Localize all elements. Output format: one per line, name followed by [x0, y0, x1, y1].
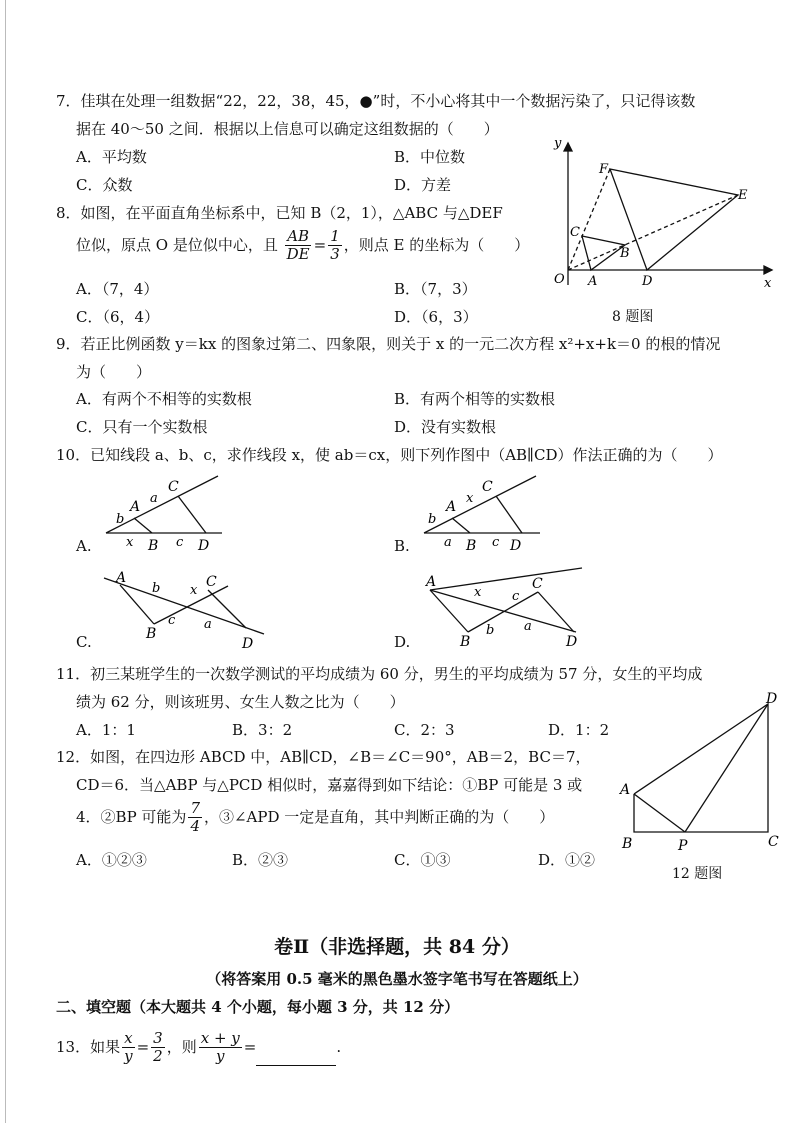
q12-label-b: B: [622, 836, 633, 852]
q8-fraction-ab-de: $\frac{AB}{DE}$: [286, 227, 310, 264]
q8-label-x: x: [764, 276, 772, 291]
q10a-label-D: D: [198, 538, 210, 554]
q10b-label-c: c: [492, 535, 500, 550]
q7-line2: 据在 40～50 之间．根据以上信息可以确定这组数据的（ ）: [76, 120, 499, 138]
q10d-label-b: b: [486, 623, 495, 638]
q10b-label-C: C: [482, 479, 493, 495]
q10c-label-x: x: [190, 583, 198, 598]
q10d-label-a: a: [524, 619, 532, 634]
q10a-label-A: A: [130, 499, 141, 515]
q8-label-c: C: [570, 225, 580, 240]
q11-option-d[interactable]: D．1：2: [548, 721, 610, 739]
q10d-label-D: D: [566, 634, 578, 650]
q13-fraction-x-plus-y-over-y: $\frac{x + y}{y}$: [200, 1029, 240, 1066]
q9-line2: 为（ ）: [76, 363, 152, 381]
q8-figure: [540, 135, 780, 295]
q7-option-b[interactable]: B．中位数: [394, 148, 466, 166]
q8-label-o: O: [554, 272, 565, 287]
q10a-label-x: x: [126, 535, 134, 550]
q12-fraction-seven-fourths: $\frac{7}{4}$: [190, 799, 200, 836]
q9-option-a[interactable]: A．有两个不相等的实数根: [76, 390, 252, 408]
q12-figure-caption: 12 题图: [672, 866, 723, 882]
q10d-label-A: A: [426, 574, 437, 590]
q8-option-a[interactable]: A．（7，4）: [76, 280, 159, 298]
section-fill-in-heading: 二、填空题（本大题共 4 个小题，每小题 3 分，共 12 分）: [56, 998, 460, 1016]
q10-figure-a: [96, 466, 236, 556]
q8-line2: 位似，原点 O 是位似中心，且 $\frac{AB}{DE}$ = $\frac{1}{3}$ ，则点 E 的坐标为（ ）: [76, 227, 530, 264]
q8-fraction-one-third: $\frac{1}{3}$: [330, 227, 340, 264]
q10-figure-c: [96, 566, 276, 652]
q13-answer-blank[interactable]: [256, 1051, 336, 1066]
q8-option-d[interactable]: D．（6，3）: [394, 308, 478, 326]
q9-option-d[interactable]: D．没有实数根: [394, 418, 497, 436]
q13-line: 13．如果 $\frac{x}{y}$ = $\frac{3}{2}$ ，则 $\frac{x + y}{y}$ = .: [56, 1029, 342, 1066]
q10a-label-C: C: [168, 479, 179, 495]
q10d-label-x: x: [474, 585, 482, 600]
q8-label-f: F: [599, 162, 609, 177]
q10b-label-D: D: [510, 538, 522, 554]
q8-label-b: B: [620, 246, 630, 261]
q8-label-a: A: [588, 274, 598, 289]
q13-fraction-x-over-y: $\frac{x}{y}$: [124, 1029, 133, 1066]
q11-line2: 绩为 62 分，则该班男、女生人数之比为（ ）: [76, 693, 405, 711]
part2-subtitle: （将答案用 0.5 毫米的黑色墨水签字笔书写在答题纸上）: [206, 970, 588, 988]
q10a-label-B: B: [148, 538, 159, 554]
q11-option-c[interactable]: C．2：3: [394, 721, 455, 739]
q10-line1: 10．已知线段 a、b、c，求作线段 x，使 ab＝cx，则下列作图中（AB∥CD）作法正确的为（ ）: [56, 446, 723, 464]
q9-option-b[interactable]: B．有两个相等的实数根: [394, 390, 556, 408]
q10a-label-a: a: [150, 491, 158, 506]
q10-option-a[interactable]: A.: [76, 537, 92, 555]
q10d-label-C: C: [532, 576, 543, 592]
q11-option-a[interactable]: A．1：1: [76, 721, 136, 739]
q12-option-c[interactable]: C．①③: [394, 851, 451, 869]
q11-option-b[interactable]: B．3：2: [232, 721, 293, 739]
q10d-label-c: c: [512, 589, 520, 604]
q10c-label-C: C: [206, 574, 217, 590]
q12-line2: CD＝6．当△ABP 与△PCD 相似时，嘉嘉得到如下结论：①BP 可能是 3 或: [76, 776, 583, 794]
q10a-label-c: c: [176, 535, 184, 550]
q10b-label-b: b: [428, 512, 437, 527]
q7-option-a[interactable]: A．平均数: [76, 148, 147, 166]
q8-label-d: D: [642, 274, 653, 289]
q7-option-d[interactable]: D．方差: [394, 176, 452, 194]
q12-line1: 12．如图，在四边形 ABCD 中，AB∥CD，∠B＝∠C＝90°，AB＝2，BC＝7，: [56, 748, 591, 766]
q10c-label-c: c: [168, 613, 176, 628]
q10c-label-D: D: [242, 636, 254, 652]
q7-line1: 7．佳琪在处理一组数据“22，22，38，45，●”时，不小心将其中一个数据污染了，只记得该数: [56, 92, 696, 110]
q10-option-c[interactable]: C.: [76, 633, 92, 651]
q10c-label-a: a: [204, 617, 212, 632]
q12-line3: 4．②BP 可能为 $\frac{7}{4}$ ，③∠APD 一定是直角，其中判断正确的为（ ）: [76, 799, 555, 836]
q9-option-c[interactable]: C．只有一个实数根: [76, 418, 208, 436]
q10c-label-B: B: [146, 626, 157, 642]
q12-option-d[interactable]: D．①②: [538, 851, 596, 869]
q10b-label-a: a: [444, 535, 452, 550]
q12-option-b[interactable]: B．②③: [232, 851, 289, 869]
q10c-label-A: A: [116, 570, 127, 586]
q10b-label-A: A: [446, 499, 457, 515]
q8-option-b[interactable]: B．（7，3）: [394, 280, 477, 298]
q10b-label-B: B: [466, 538, 477, 554]
q12-figure: [612, 690, 788, 860]
q10c-label-b: b: [152, 581, 161, 596]
q12-label-c: C: [768, 834, 779, 850]
q8-figure-caption: 8 题图: [612, 309, 654, 325]
q8-option-c[interactable]: C．（6，4）: [76, 308, 160, 326]
q9-line1: 9．若正比例函数 y＝kx 的图象过第二、四象限，则关于 x 的一元二次方程 x²+x+k＝0 的根的情况: [56, 335, 721, 353]
q10-figure-b: [414, 466, 554, 556]
q11-line1: 11．初三某班学生的一次数学测试的平均成绩为 60 分，男生的平均成绩为 57 分，女生的平均成: [56, 665, 703, 683]
q7-option-c[interactable]: C．众数: [76, 176, 133, 194]
q12-label-a: A: [620, 782, 631, 798]
q10-option-d[interactable]: D.: [394, 633, 411, 651]
q10-figure-d: [414, 566, 594, 652]
q10d-label-B: B: [460, 634, 471, 650]
q10b-label-x: x: [466, 491, 474, 506]
part2-title: 卷Ⅱ（非选择题，共 84 分）: [274, 936, 520, 958]
q12-option-a[interactable]: A．①②③: [76, 851, 147, 869]
q12-label-p: P: [678, 838, 688, 854]
q8-label-e: E: [738, 188, 748, 203]
q13-fraction-three-halves: $\frac{3}{2}$: [153, 1029, 163, 1066]
q8-label-y: y: [554, 136, 562, 151]
q10a-label-b: b: [116, 512, 125, 527]
q10-option-b[interactable]: B.: [394, 537, 410, 555]
q12-label-d: D: [766, 691, 778, 707]
q8-line1: 8．如图，在平面直角坐标系中，已知 B（2，1），△ABC 与△DEF: [56, 204, 503, 222]
